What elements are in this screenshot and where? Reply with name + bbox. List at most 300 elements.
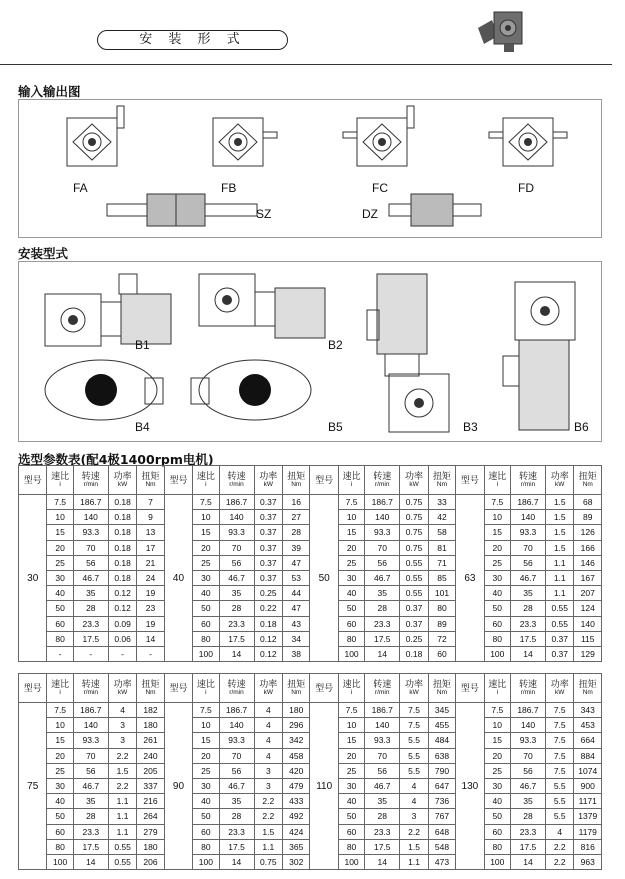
spec-cell: 28	[219, 601, 254, 616]
spec-cell: -	[108, 646, 136, 661]
spec-cell: 9	[137, 510, 164, 525]
spec-cell: 50	[338, 601, 364, 616]
spec-cell: 56	[73, 763, 108, 778]
spec-cell: 455	[428, 718, 455, 733]
spec-cell: 21	[137, 555, 164, 570]
spec-cell: 790	[428, 763, 455, 778]
label-sz: SZ	[256, 207, 272, 221]
spec-cell: 736	[428, 794, 455, 809]
spec-cell: 0.75	[254, 854, 282, 869]
spec-cell: 60	[338, 616, 364, 631]
spec-cell: 35	[365, 794, 400, 809]
spec-cell: 30	[193, 570, 219, 585]
spec-cell: 1171	[574, 794, 602, 809]
gearbox-logo	[476, 6, 532, 54]
spec-cell: 1179	[574, 824, 602, 839]
col-header-torque: 扭矩 Nm	[137, 674, 164, 703]
spec-cell: 1.5	[546, 525, 574, 540]
spec-cell: 1.1	[108, 794, 136, 809]
spec-cell: 0.55	[108, 854, 136, 869]
spec-cell: 100	[484, 646, 510, 661]
spec-cell: 0.55	[108, 839, 136, 854]
col-header-power: 功率 kW	[108, 674, 136, 703]
spec-cell: 2.2	[254, 794, 282, 809]
col-header-torque: 扭矩 Nm	[137, 466, 164, 495]
spec-cell: 46.7	[73, 778, 108, 793]
spec-cell: 279	[137, 824, 164, 839]
spec-cell: 20	[47, 748, 73, 763]
spec-cell: 1.5	[546, 540, 574, 555]
spec-cell: 38	[283, 646, 310, 661]
spec-cell: 80	[47, 631, 73, 646]
spec-cell: 126	[574, 525, 602, 540]
spec-cell: 60	[428, 646, 455, 661]
spec-cell: 15	[338, 733, 364, 748]
spec-cell: 186.7	[510, 495, 545, 510]
spec-header-row	[19, 674, 602, 703]
spec-cell: 180	[137, 718, 164, 733]
spec-cell: 1.5	[546, 510, 574, 525]
spec-cell: 46.7	[510, 570, 545, 585]
spec-cell: 20	[484, 748, 510, 763]
table-row	[19, 495, 602, 510]
spec-cell: 16	[283, 495, 310, 510]
spec-cell: 5.5	[546, 809, 574, 824]
spec-cell: 240	[137, 748, 164, 763]
spec-cell: 30	[484, 778, 510, 793]
spec-cell: 50	[338, 809, 364, 824]
spec-cell: 343	[574, 703, 602, 718]
spec-cell: 7.5	[193, 703, 219, 718]
spec-cell: 345	[428, 703, 455, 718]
col-header-torque: 扭矩 Nm	[428, 466, 455, 495]
spec-cell: 89	[428, 616, 455, 631]
spec-cell: 0.12	[108, 601, 136, 616]
spec-cell: 0.37	[254, 495, 282, 510]
spec-cell: 167	[574, 570, 602, 585]
spec-cell: 56	[510, 763, 545, 778]
spec-cell: 182	[137, 703, 164, 718]
spec-cell: 816	[574, 839, 602, 854]
spec-cell: 28	[283, 525, 310, 540]
spec-cell: 56	[219, 555, 254, 570]
model-cell: 30	[19, 495, 47, 662]
spec-cell: 14	[510, 854, 545, 869]
spec-cell: 25	[338, 555, 364, 570]
spec-cell: 3	[254, 778, 282, 793]
spec-cell: 0.75	[400, 540, 428, 555]
spec-cell: 19	[137, 616, 164, 631]
spec-cell: 13	[137, 525, 164, 540]
spec-cell: 101	[428, 586, 455, 601]
spec-cell: 80	[193, 631, 219, 646]
spec-cell: 60	[47, 616, 73, 631]
col-header-ratio: 速比 i	[484, 466, 510, 495]
spec-cell: 56	[365, 763, 400, 778]
spec-cell: 10	[338, 510, 364, 525]
spec-cell: 10	[193, 510, 219, 525]
model-cell: 50	[310, 495, 338, 662]
spec-cell: 70	[219, 540, 254, 555]
mount-b4-drawing	[45, 360, 163, 420]
spec-cell: 28	[73, 809, 108, 824]
spec-cell: 20	[484, 540, 510, 555]
spec-cell: 70	[73, 540, 108, 555]
spec-cell: 342	[283, 733, 310, 748]
spec-cell: 40	[193, 794, 219, 809]
spec-cell: 93.3	[219, 733, 254, 748]
spec-cell: 70	[365, 748, 400, 763]
spec-cell: -	[137, 646, 164, 661]
spec-cell: 0.55	[400, 586, 428, 601]
spec-cell: 205	[137, 763, 164, 778]
spec-cell: 484	[428, 733, 455, 748]
spec-cell: 25	[338, 763, 364, 778]
spec-cell: 20	[338, 748, 364, 763]
col-header-torque: 扭矩 Nm	[428, 674, 455, 703]
spec-cell: 23.3	[365, 824, 400, 839]
spec-cell: 15	[484, 525, 510, 540]
shaft-dz-drawing	[389, 194, 481, 226]
spec-cell: 0.37	[400, 601, 428, 616]
spec-cell: 1.1	[546, 586, 574, 601]
mount-b3-drawing	[367, 274, 449, 432]
spec-cell: 0.37	[254, 540, 282, 555]
col-header-speed: 转速 r/min	[365, 674, 400, 703]
spec-cell: 19	[137, 586, 164, 601]
spec-cell: 140	[73, 510, 108, 525]
spec-cell: 433	[283, 794, 310, 809]
spec-cell: 40	[338, 794, 364, 809]
spec-cell: 7.5	[400, 703, 428, 718]
spec-cell: 23.3	[510, 616, 545, 631]
spec-cell: 14	[219, 854, 254, 869]
reducer-fc-drawing	[343, 106, 414, 166]
spec-cell: 186.7	[73, 495, 108, 510]
spec-cell: 453	[574, 718, 602, 733]
spec-cell: 2.2	[546, 839, 574, 854]
spec-cell: 81	[428, 540, 455, 555]
spec-cell: 93.3	[510, 733, 545, 748]
spec-cell: 60	[484, 824, 510, 839]
spec-cell: 40	[484, 794, 510, 809]
spec-cell: 648	[428, 824, 455, 839]
reducer-fb-drawing	[213, 118, 277, 166]
col-header-model: 型号	[164, 674, 192, 703]
spec-cell: 1379	[574, 809, 602, 824]
spec-cell: 420	[283, 763, 310, 778]
spec-cell: 7.5	[484, 703, 510, 718]
mount-b2-drawing	[199, 274, 325, 338]
spec-cell: 80	[428, 601, 455, 616]
label-fd: FD	[518, 181, 534, 195]
spec-cell: 15	[338, 525, 364, 540]
spec-cell: 337	[137, 778, 164, 793]
spec-cell: 10	[338, 718, 364, 733]
spec-cell: 186.7	[510, 703, 545, 718]
spec-cell: 0.37	[254, 510, 282, 525]
spec-cell: 28	[219, 809, 254, 824]
spec-cell: 23.3	[219, 616, 254, 631]
spec-cell: 7.5	[546, 763, 574, 778]
spec-cell: 1.1	[254, 839, 282, 854]
spec-cell: 140	[73, 718, 108, 733]
col-header-power: 功率 kW	[254, 674, 282, 703]
spec-cell: 3	[400, 809, 428, 824]
spec-cell: 46.7	[219, 778, 254, 793]
spec-section-heading: 选型参数表(配4极1400rpm电机)	[18, 452, 214, 467]
table-row	[19, 703, 602, 718]
io-diagram-drawing	[19, 100, 603, 239]
spec-cell: 0.55	[546, 601, 574, 616]
spec-cell: 28	[510, 809, 545, 824]
spec-cell: 17.5	[365, 839, 400, 854]
col-header-model: 型号	[310, 466, 338, 495]
spec-cell: 60	[193, 616, 219, 631]
spec-cell: 93.3	[365, 525, 400, 540]
spec-cell: 0.12	[254, 646, 282, 661]
col-header-ratio: 速比 i	[338, 466, 364, 495]
spec-cell: 4	[254, 703, 282, 718]
mount-b6-drawing	[503, 282, 575, 430]
spec-cell: 85	[428, 570, 455, 585]
spec-cell: 60	[338, 824, 364, 839]
spec-cell: 17.5	[73, 631, 108, 646]
spec-cell: 43	[283, 616, 310, 631]
spec-cell: 20	[193, 540, 219, 555]
spec-cell: 33	[428, 495, 455, 510]
col-header-torque: 扭矩 Nm	[574, 674, 602, 703]
spec-cell: 30	[484, 570, 510, 585]
spec-cell: 1.1	[546, 555, 574, 570]
spec-cell: 0.18	[254, 616, 282, 631]
spec-cell: 1.1	[400, 854, 428, 869]
spec-cell: 0.37	[400, 616, 428, 631]
spec-cell: 7	[137, 495, 164, 510]
spec-cell: 28	[365, 601, 400, 616]
spec-cell: 56	[73, 555, 108, 570]
spec-cell: 140	[365, 510, 400, 525]
spec-cell: 140	[219, 510, 254, 525]
spec-cell: 23.3	[73, 616, 108, 631]
spec-cell: 14	[73, 854, 108, 869]
spec-cell: 56	[219, 763, 254, 778]
spec-cell: 166	[574, 540, 602, 555]
spec-cell: 28	[365, 809, 400, 824]
spec-cell: 0.12	[254, 631, 282, 646]
spec-cell: 0.25	[254, 586, 282, 601]
spec-cell: 44	[283, 586, 310, 601]
spec-cell: 71	[428, 555, 455, 570]
spec-cell: 40	[47, 586, 73, 601]
spec-cell: 5.5	[400, 748, 428, 763]
spec-cell: 458	[283, 748, 310, 763]
spec-cell: 302	[283, 854, 310, 869]
spec-cell: 0.18	[108, 495, 136, 510]
mount-b1-drawing	[45, 274, 171, 346]
spec-cell: 1.5	[254, 824, 282, 839]
spec-cell: 70	[510, 540, 545, 555]
col-header-ratio: 速比 i	[47, 466, 73, 495]
spec-cell: 42	[428, 510, 455, 525]
label-b4: B4	[135, 420, 150, 434]
spec-cell: 15	[193, 525, 219, 540]
spec-cell: 186.7	[365, 495, 400, 510]
spec-cell: 20	[193, 748, 219, 763]
spec-cell: 0.37	[254, 570, 282, 585]
spec-cell: 0.55	[400, 555, 428, 570]
spec-cell: 900	[574, 778, 602, 793]
spec-cell: 7.5	[338, 495, 364, 510]
spec-cell: 60	[47, 824, 73, 839]
col-header-power: 功率 kW	[254, 466, 282, 495]
label-b2: B2	[328, 338, 343, 352]
spec-cell: 100	[193, 646, 219, 661]
spec-cell: 46.7	[365, 778, 400, 793]
col-header-ratio: 速比 i	[47, 674, 73, 703]
spec-cell: 80	[338, 839, 364, 854]
reducer-fd-drawing	[489, 118, 567, 166]
spec-cell: 186.7	[219, 703, 254, 718]
col-header-model: 型号	[456, 466, 484, 495]
spec-cell: 0.18	[108, 540, 136, 555]
spec-cell: 7.5	[546, 718, 574, 733]
spec-cell: 23.3	[510, 824, 545, 839]
spec-cell: 296	[283, 718, 310, 733]
spec-cell: 207	[574, 586, 602, 601]
spec-cell: 46.7	[73, 570, 108, 585]
spec-cell: 7.5	[47, 495, 73, 510]
spec-cell: 15	[47, 525, 73, 540]
spec-cell: 0.37	[546, 646, 574, 661]
spec-cell: 0.25	[400, 631, 428, 646]
col-header-speed: 转速 r/min	[73, 674, 108, 703]
col-header-speed: 转速 r/min	[510, 674, 545, 703]
spec-cell: 53	[283, 570, 310, 585]
spec-cell: 30	[338, 570, 364, 585]
spec-cell: 15	[484, 733, 510, 748]
spec-cell: 884	[574, 748, 602, 763]
spec-cell: 10	[484, 718, 510, 733]
spec-cell: 15	[193, 733, 219, 748]
spec-cell: 100	[193, 854, 219, 869]
spec-cell: 5.5	[400, 763, 428, 778]
col-header-model: 型号	[164, 466, 192, 495]
spec-cell: 10	[193, 718, 219, 733]
spec-cell: 56	[365, 555, 400, 570]
col-header-power: 功率 kW	[546, 674, 574, 703]
spec-cell: 146	[574, 555, 602, 570]
spec-cell: 124	[574, 601, 602, 616]
spec-cell: 70	[73, 748, 108, 763]
label-b3: B3	[463, 420, 478, 434]
spec-cell: 27	[283, 510, 310, 525]
spec-table-1	[18, 465, 602, 662]
spec-cell: 4	[254, 748, 282, 763]
col-header-torque: 扭矩 Nm	[283, 466, 310, 495]
spec-cell: 4	[400, 794, 428, 809]
col-header-torque: 扭矩 Nm	[283, 674, 310, 703]
spec-cell: 0.75	[400, 495, 428, 510]
spec-cell: 5.5	[546, 794, 574, 809]
spec-cell: 93.3	[510, 525, 545, 540]
spec-cell: 46.7	[365, 570, 400, 585]
spec-cell: 186.7	[73, 703, 108, 718]
spec-cell: 0.55	[400, 570, 428, 585]
spec-cell: 5.5	[546, 778, 574, 793]
label-fc: FC	[372, 181, 388, 195]
spec-cell: 100	[47, 854, 73, 869]
col-header-model: 型号	[19, 674, 47, 703]
spec-cell: 638	[428, 748, 455, 763]
spec-cell: 17.5	[219, 631, 254, 646]
reducer-fa-drawing	[67, 106, 124, 166]
spec-cell: 7.5	[47, 703, 73, 718]
col-header-ratio: 速比 i	[193, 674, 219, 703]
spec-cell: 3	[108, 733, 136, 748]
spec-cell: 17	[137, 540, 164, 555]
spec-cell: 1.1	[108, 809, 136, 824]
spec-cell: 80	[47, 839, 73, 854]
col-header-power: 功率 kW	[400, 674, 428, 703]
spec-cell: 25	[193, 555, 219, 570]
label-b1: B1	[135, 338, 150, 352]
spec-cell: 4	[546, 824, 574, 839]
spec-cell: 4	[400, 778, 428, 793]
spec-cell: 2.2	[108, 778, 136, 793]
spec-cell: 89	[574, 510, 602, 525]
spec-cell: 100	[338, 854, 364, 869]
spec-cell: 30	[338, 778, 364, 793]
spec-cell: 0.06	[108, 631, 136, 646]
mount-section-heading: 安装型式	[18, 246, 69, 261]
spec-cell: 47	[283, 601, 310, 616]
spec-cell: 1.1	[108, 824, 136, 839]
spec-cell: 93.3	[365, 733, 400, 748]
spec-cell: 0.75	[400, 510, 428, 525]
label-b6: B6	[574, 420, 589, 434]
spec-cell: 14	[510, 646, 545, 661]
spec-cell: 93.3	[219, 525, 254, 540]
spec-cell: 58	[428, 525, 455, 540]
spec-cell: 30	[47, 778, 73, 793]
spec-cell: 264	[137, 809, 164, 824]
model-cell: 90	[164, 703, 192, 870]
spec-cell: 28	[73, 601, 108, 616]
col-header-model: 型号	[310, 674, 338, 703]
spec-cell: 70	[510, 748, 545, 763]
spec-cell: 80	[193, 839, 219, 854]
model-cell: 130	[456, 703, 484, 870]
spec-cell: 50	[484, 601, 510, 616]
spec-cell: 473	[428, 854, 455, 869]
spec-cell: 50	[193, 601, 219, 616]
spec-cell: 4	[254, 733, 282, 748]
spec-cell: 100	[338, 646, 364, 661]
spec-cell: 50	[193, 809, 219, 824]
spec-cell: 46.7	[510, 778, 545, 793]
spec-cell: 7.5	[193, 495, 219, 510]
spec-cell: 46.7	[219, 570, 254, 585]
spec-cell: 140	[219, 718, 254, 733]
spec-cell: 479	[283, 778, 310, 793]
spec-cell: 80	[484, 839, 510, 854]
col-header-power: 功率 kW	[400, 466, 428, 495]
model-cell: 75	[19, 703, 47, 870]
spec-cell: 15	[47, 733, 73, 748]
spec-cell: 30	[193, 778, 219, 793]
spec-cell: 50	[47, 601, 73, 616]
